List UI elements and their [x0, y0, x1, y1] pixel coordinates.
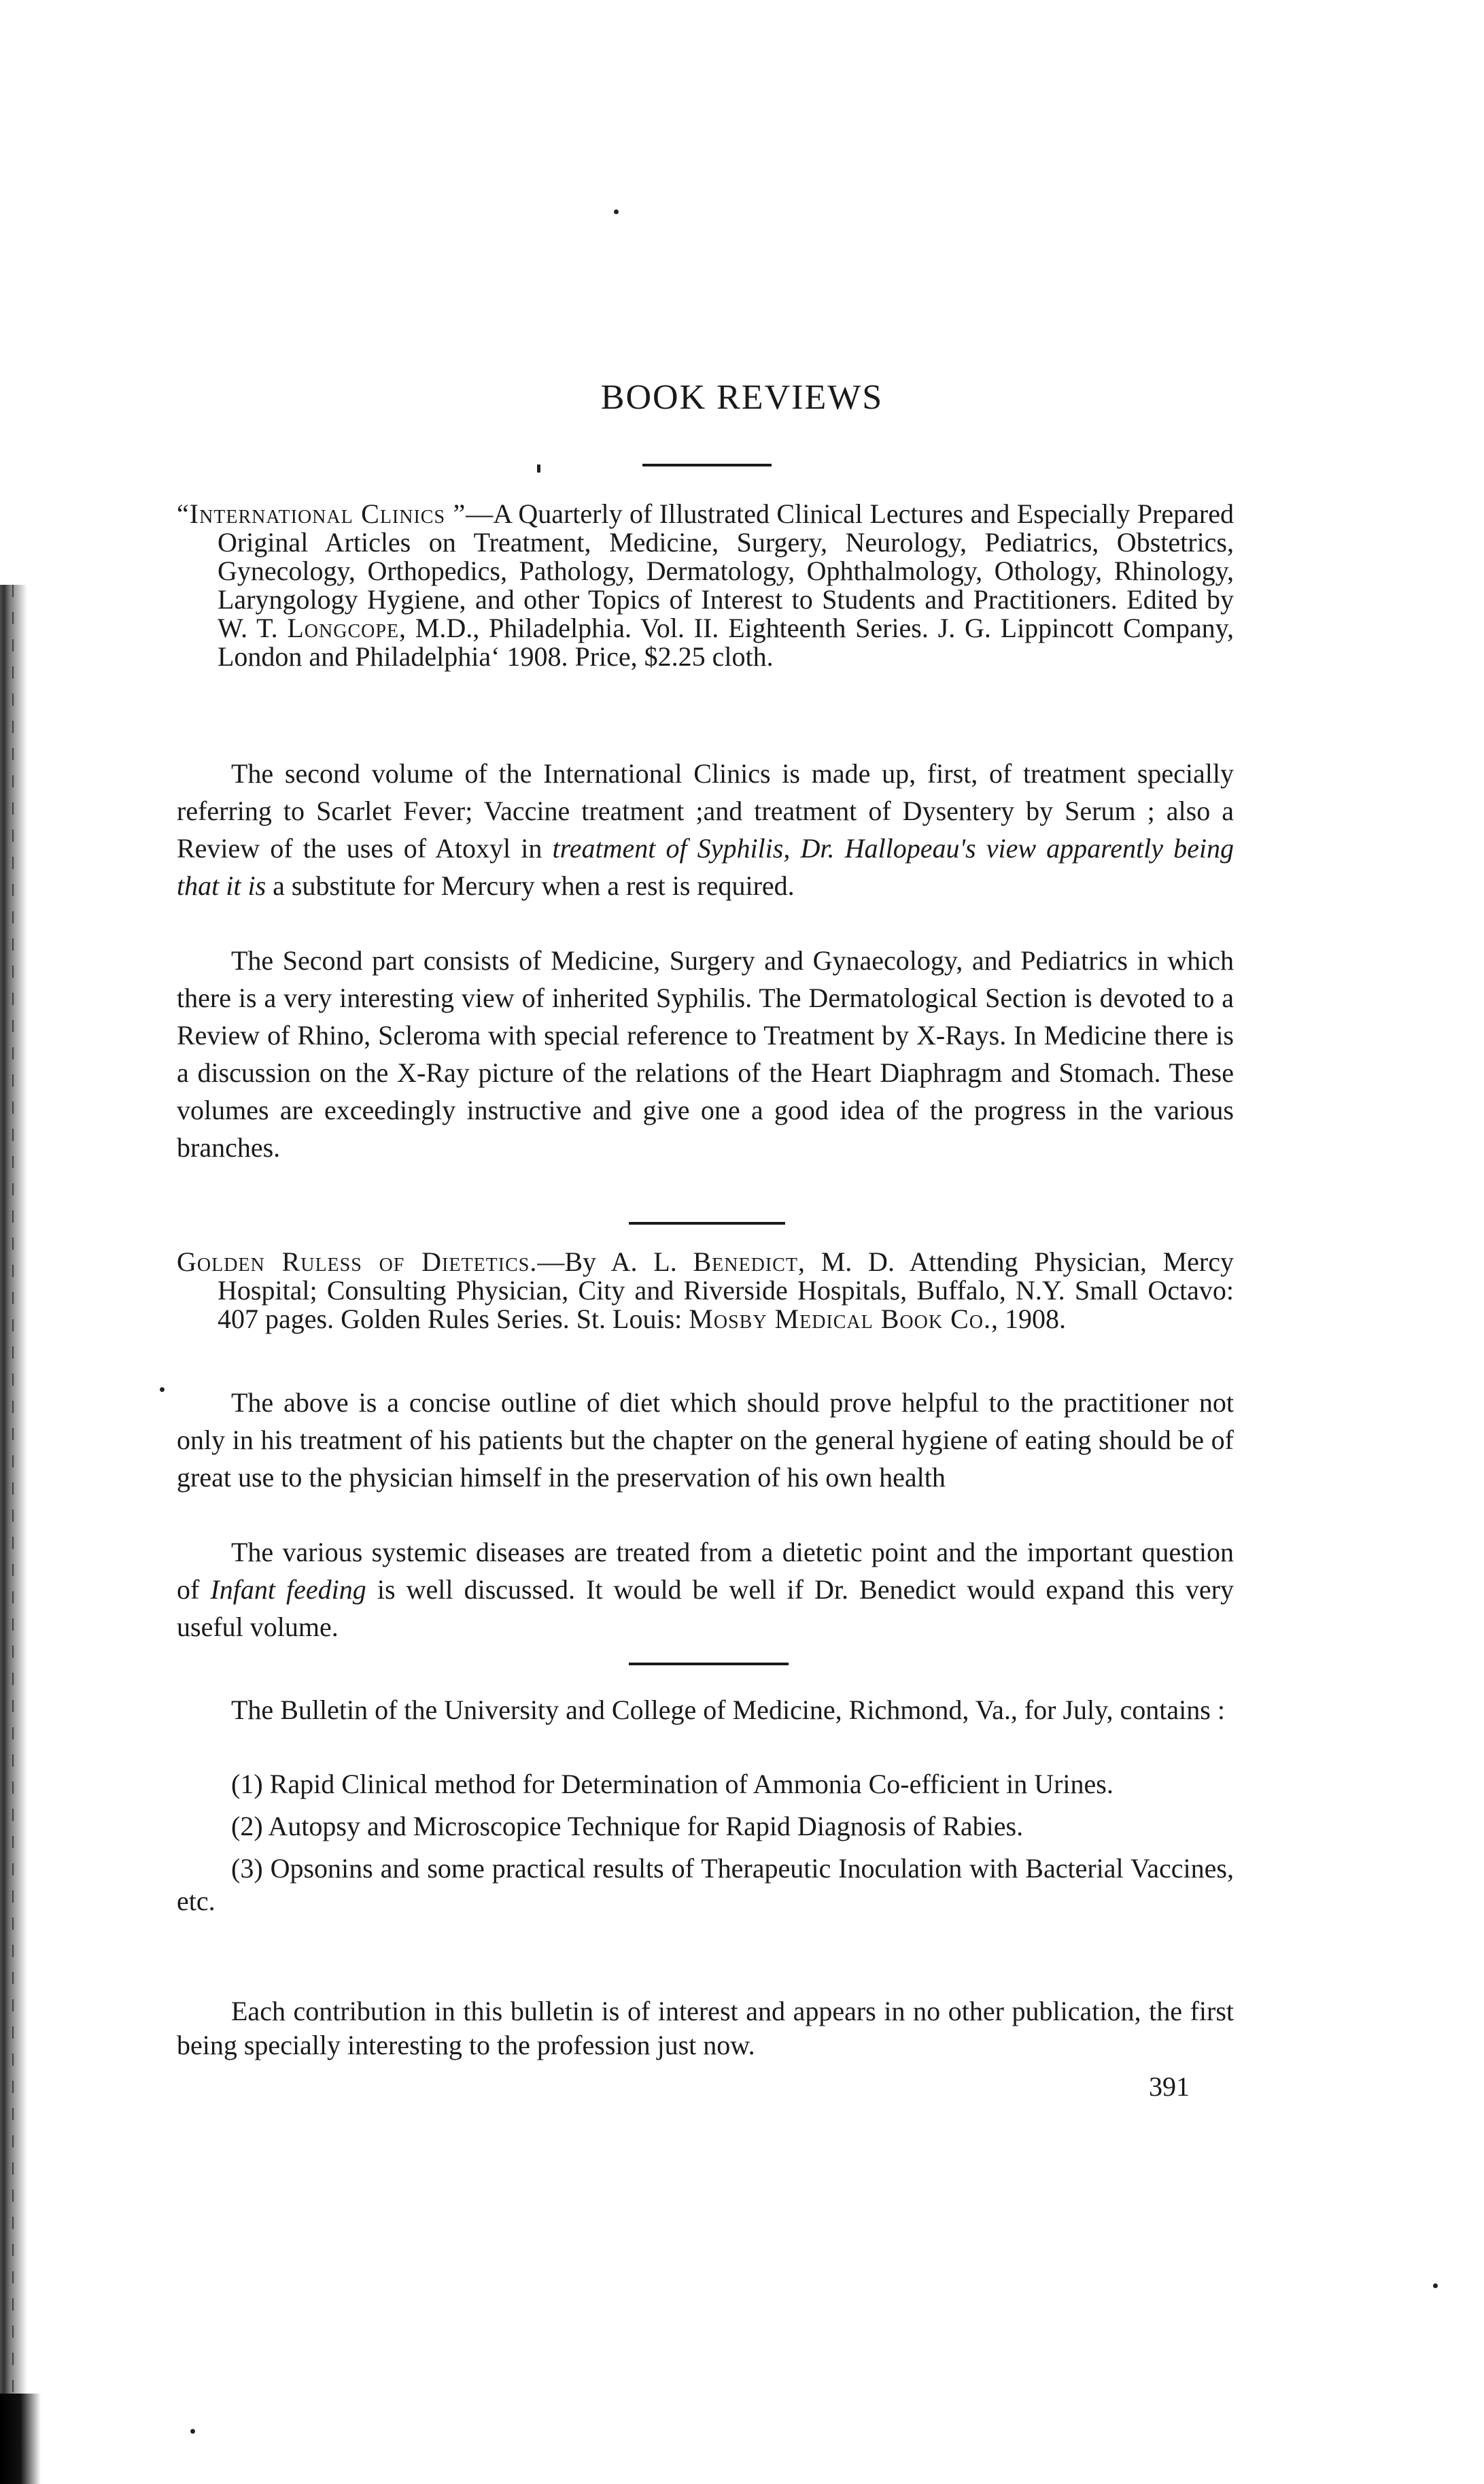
list-item: (1) Rapid Clinical method for Determination of Ammonia Co-efficient in Urines. — [231, 1769, 1114, 1799]
review-2-citation: Golden Ruless of Dietetics.—By A. L. Benedict, M. D. Attending Physician, Mercy Hospital; Consulting Physician, City and Riverside Hospitals, Buffalo, N.Y. Small Octavo: 407 pages. Golden Rules Series. St. Louis: Mosby Medical Book Co., 1908. — [177, 1246, 1234, 1334]
review-2-italic-phrase: Infant feeding — [210, 1574, 366, 1605]
review-2-title: Golden Ruless of Dietetics. — [177, 1246, 538, 1277]
title-rule — [642, 464, 772, 466]
page-title: BOOK REVIEWS — [600, 378, 884, 417]
review-2-paragraph-2: The various systemic diseases are treated from a dietetic point and the important question of Infant feeding is well discussed. It would be well if Dr. Benedict would expand this very useful volume. — [177, 1537, 1234, 1642]
scan-binding-marks — [12, 585, 14, 2421]
review-2-paragraph-1: The above is a concise outline of diet which should prove helpful to the practitioner not only in his treatment of his patients but the chapter on the general hygiene of eating should be of great use to the physician himself in the preservation of his own health — [177, 1387, 1234, 1493]
scan-speck — [537, 464, 540, 473]
review-2-author: Benedict — [693, 1246, 798, 1277]
review-2-description: , M. D. Attending Physician, Mercy Hospital; Consulting Physician, City and Riverside Hospitals, Buffalo, N.Y. Small Octavo: 407 pages. Golden Rules Series. St. Louis: — [218, 1246, 1234, 1334]
section-rule-1 — [629, 1222, 785, 1225]
scan-speck — [190, 2429, 195, 2434]
list-item: (3) Opsonins and some practical results of Therapeutic Inoculation with Bacterial Vaccines, etc. — [177, 1853, 1234, 1916]
review-1-description: —A Quarterly of Illustrated Clinical Lectures and Especially Prepared Original Articles on Treatment, Medicine, Surgery, Neurology, Pediatrics, Obstetrics, Gynecology, Orthopedics, Pathology, Dermatology, Ophthalmology, Othology, Rhinology, Laryngology Hygiene, and other Topics of Interest to Students and Practitioners. Edited by W. T. — [218, 498, 1234, 643]
scan-speck — [1433, 2283, 1438, 2288]
scan-binding-shadow — [0, 2394, 41, 2484]
scan-binding-edge — [0, 585, 61, 2484]
review-1-title: “International Clinics ” — [177, 498, 466, 529]
review-3-intro: The Bulletin of the University and College of Medicine, Richmond, Va., for July, contains : — [231, 1695, 1225, 1725]
review-1-citation — [177, 500, 1234, 671]
review-3-list — [177, 1768, 1234, 1918]
review-1-italic-phrase: treatment of Syphilis, Dr. Hallopeau's view apparently being that it is — [177, 833, 1234, 901]
scan-speck — [160, 1387, 165, 1392]
review-1-publication: , M.D., Philadelphia. Vol. II. Eighteenth Series. J. G. Lippincott Company, London and Philadelphia‘ 1908. Price, $2.25 cloth. — [218, 613, 1234, 672]
review-3-closing: Each contribution in this bulletin is of interest and appears in no other publication, the first being specially interesting to the profession just now. — [177, 1996, 1234, 2060]
review-2-publisher: Mosby Medical Book Co. — [689, 1304, 991, 1334]
list-item: (2) Autopsy and Microscopice Technique for Rapid Diagnosis of Rabies. — [231, 1811, 1024, 1841]
review-1-editor: Longcope — [287, 613, 400, 643]
scan-speck — [614, 209, 619, 214]
section-rule-2 — [629, 1663, 789, 1665]
review-1-paragraph-2: The Second part consists of Medicine, Surgery and Gynaecology, and Pediatrics in which there is a very interesting view of inherited Syphilis. The Dermatological Section is devoted to a Review of Rhino, Scleroma with special reference to Treatment by X-Rays. In Medicine there is a discussion on the X-Ray picture of the relations of the Heart Diaphragm and Stomach. These volumes are exceedingly instructive and give one a good idea of the progress in the various branches. — [177, 945, 1234, 1163]
review-1-paragraph-1: The second volume of the International Clinics is made up, first, of treatment specially referring to Scarlet Fever; Vaccine treatment ;and treatment of Dysentery by Serum ; also a Review of the uses of Atoxyl in treatment of Syphilis, Dr. Hallopeau's view apparently being that it is a substitute for Mercury when a rest is required. — [177, 758, 1234, 901]
page-number: 391 — [1149, 2071, 1190, 2102]
